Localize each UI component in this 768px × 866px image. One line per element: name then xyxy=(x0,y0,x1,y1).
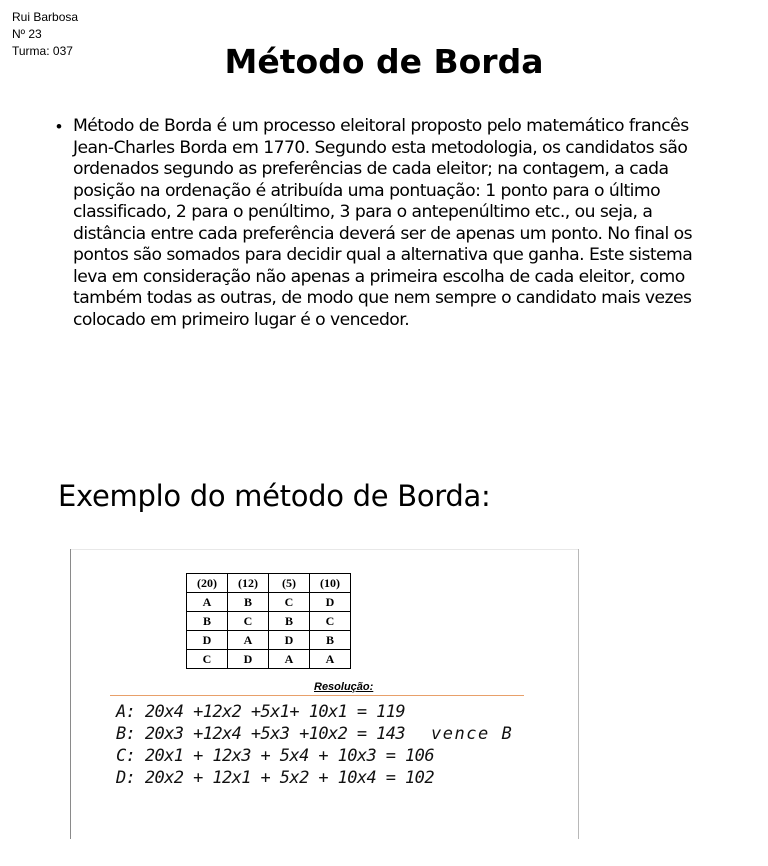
author-number: Nº 23 xyxy=(12,27,42,41)
bullet-item xyxy=(56,116,720,331)
votes-cell: A xyxy=(228,631,269,650)
votes-cell: B xyxy=(310,631,351,650)
winner-note: vence B xyxy=(431,724,514,744)
example-image xyxy=(70,549,580,839)
votes-cell: C xyxy=(310,612,351,631)
votes-cell: A xyxy=(310,650,351,669)
calc-line-text: A: 20x4 +12x2 +5x1+ 10x1 = 119 xyxy=(116,702,406,722)
votes-header-cell: (10) xyxy=(310,574,351,593)
votes-cell: D xyxy=(310,593,351,612)
section-subtitle: Exemplo do método de Borda: xyxy=(58,479,491,513)
bullet-text: Método de Borda é um processo eleitoral proposto pelo matemático francês Jean-Charles Borda em 1770. Segundo esta metodologia, os candidatos são ordenados segundo as preferências de cada eleitor; na contagem, a cada posição na ordenação é atribuída uma pontuação: 1 ponto para o último classificado, 2 para o penúltimo, 3 para o antepenúltimo etc., ou seja, a distância entre cada preferência deverá ser de apenas um ponto. No final os pontos são somados para decidir qual a alternativa que ganha. Este sistema leva em consideração não apenas a primeira escolha de cada eleitor, como também todas as outras, de modo que nem sempre o candidato mais vezes colocado em primeiro lugar é o vencedor. xyxy=(73,116,693,330)
author-class: Turma: 037 xyxy=(12,44,73,58)
example-left-border xyxy=(70,549,71,839)
example-top-border xyxy=(70,549,579,550)
votes-row xyxy=(187,650,351,669)
resolution-label: Resolução: xyxy=(314,681,374,693)
author-name: Rui Barbosa xyxy=(12,10,79,24)
calc-line-text: B: 20x3 +12x4 +5x3 +10x2 = 143 xyxy=(116,724,406,744)
votes-header-row xyxy=(187,574,351,593)
votes-row xyxy=(187,612,351,631)
votes-header-cell: (12) xyxy=(228,574,269,593)
calc-line-c xyxy=(116,745,434,767)
votes-cell: C xyxy=(228,612,269,631)
resolution-divider xyxy=(110,695,524,696)
page-title: Método de Borda xyxy=(224,42,544,81)
votes-cell: B xyxy=(269,612,310,631)
votes-row xyxy=(187,593,351,612)
calc-line-text: C: 20x1 + 12x3 + 5x4 + 10x3 = 106 xyxy=(116,746,434,766)
votes-cell: A xyxy=(187,593,228,612)
votes-cell: A xyxy=(269,650,310,669)
votes-cell: D xyxy=(269,631,310,650)
votes-cell: C xyxy=(187,650,228,669)
votes-cell: D xyxy=(187,631,228,650)
calc-line-a xyxy=(116,701,405,723)
calc-line-d xyxy=(116,767,434,789)
votes-cell: B xyxy=(228,593,269,612)
votes-header-cell: (5) xyxy=(269,574,310,593)
votes-cell: D xyxy=(228,650,269,669)
example-right-border xyxy=(578,549,579,839)
calc-line-b xyxy=(116,723,513,745)
votes-table xyxy=(186,573,351,669)
calc-line-text: D: 20x2 + 12x1 + 5x2 + 10x4 = 102 xyxy=(116,768,434,788)
votes-cell: C xyxy=(269,593,310,612)
votes-cell: B xyxy=(187,612,228,631)
votes-row xyxy=(187,631,351,650)
bullet-dot-icon: • xyxy=(56,117,62,136)
votes-header-cell: (20) xyxy=(187,574,228,593)
